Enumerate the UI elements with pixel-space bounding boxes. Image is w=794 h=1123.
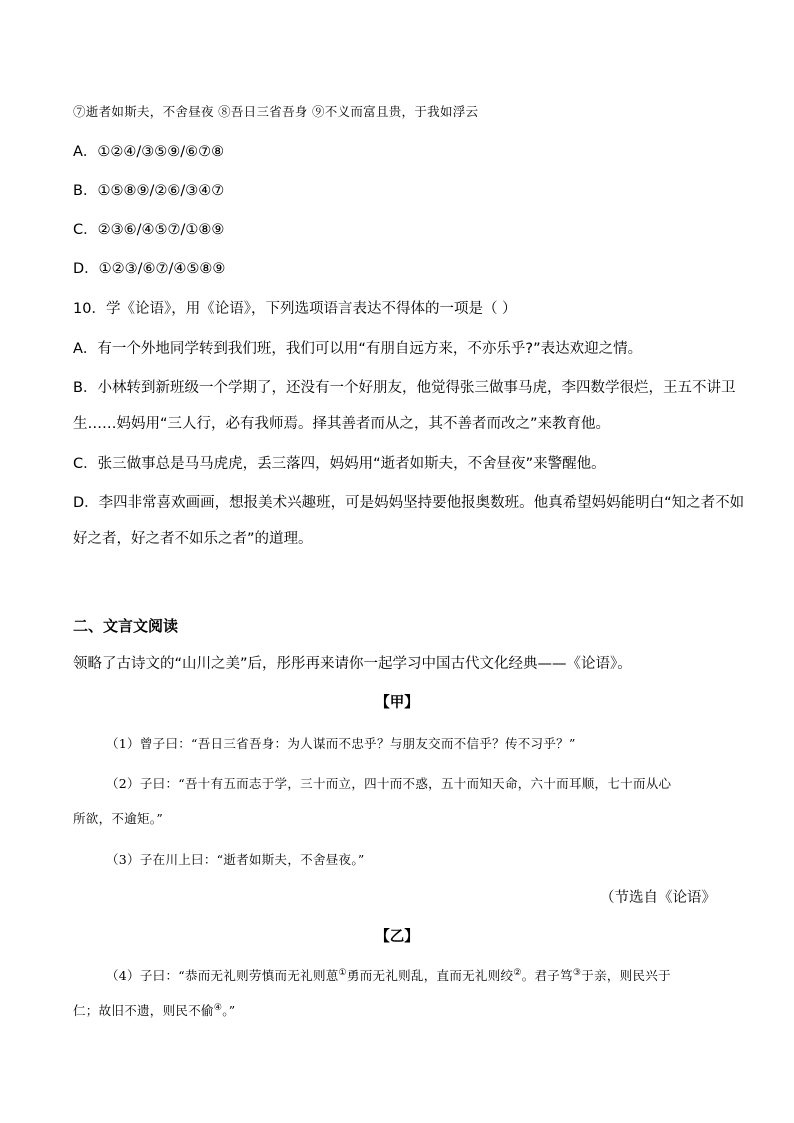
question-10-option-b-line1: B．小林转到新班级一个学期了，还没有一个好朋友，他觉得张三做事马虎，李四数学很烂，王五不讲卫 [73, 380, 736, 396]
footnote-2: ② [513, 967, 522, 978]
passage-4-text-4: 于亲，则民兴于 [581, 968, 671, 983]
option-a: A．①②④/③⑤⑨/⑥⑦⑧ [73, 144, 225, 160]
passage-4-text-1: （4）子曰：“恭而无礼则劳慎而无礼则葸 [106, 968, 339, 983]
question-10-option-d-line2: 好之者，好之者不如乐之者”的道理。 [73, 531, 313, 547]
yi-heading: 【乙】 [375, 929, 419, 945]
question-10-option-b-line2: 生……妈妈用“三人行，必有我师焉。择其善者而从之，其不善者而改之”来教育他。 [73, 416, 611, 432]
question-10-option-a: A．有一个外地同学转到我们班，我们可以用“有朋自远方来，不亦乐乎?”表达欢迎之情。 [73, 341, 643, 357]
passage-4-text-5: 仁；故旧不遗，则民不偷 [73, 1003, 214, 1018]
question-10-option-d-line1: D．李四非常喜欢画画，想报美术兴趣班，可是妈妈坚持要他报奥数班。他真希望妈妈能明白“知之者不如 [73, 495, 745, 511]
intro-text: 领略了古诗文的“山川之美”后，彤彤再来请你一起学习中国古代文化经典——《论语》。 [73, 656, 632, 672]
passage-4-text-6: 。” [222, 1003, 236, 1018]
passage-2-line2: 所欲，不逾矩。” [73, 811, 164, 826]
option-d: D．①②③/⑥⑦/④⑤⑧⑨ [73, 261, 226, 277]
question-10-option-c: C．张三做事总是马马虎虎，丢三落四，妈妈用“逝者如斯夫，不舍昼夜”来警醒他。 [73, 456, 606, 472]
jia-heading: 【甲】 [375, 695, 419, 711]
source-note: （节选自《论语》 [600, 890, 716, 906]
option-c: C．②③⑥/④⑤⑦/①⑧⑨ [73, 222, 225, 238]
section-heading: 二、文言文阅读 [73, 617, 179, 635]
footnote-1: ① [338, 967, 347, 978]
passage-1: （1）曾子曰：“吾日三省吾身：为人谋而不忠乎？与朋友交而不信乎？传不习乎？” [106, 736, 576, 751]
line-items-7-9: ⑦逝者如斯夫，不舍昼夜 ⑧吾日三省吾身 ⑨不义而富且贵，于我如浮云 [73, 104, 479, 119]
footnote-3: ③ [572, 967, 582, 978]
footnote-4: ④ [213, 1002, 223, 1013]
option-b: B．①⑤⑧⑨/②⑥/③④⑦ [73, 183, 225, 199]
passage-4-text-3: 。君子笃 [521, 968, 573, 983]
passage-3: （3）子在川上曰：“逝者如斯夫，不舍昼夜。” [106, 852, 365, 867]
passage-4-text-2: 勇而无礼则乱，直而无礼则绞 [346, 968, 514, 983]
question-10: 10．学《论语》，用《论语》，下列选项语言表达不得体的一项是（ ） [73, 301, 517, 317]
passage-4-line1 [106, 966, 671, 986]
passage-4-line2 [73, 1001, 235, 1021]
passage-2-line1: （2）子曰：“吾十有五而志于学，三十而立，四十而不惑，五十而知天命，六十而耳顺，七十而从心 [106, 776, 672, 791]
